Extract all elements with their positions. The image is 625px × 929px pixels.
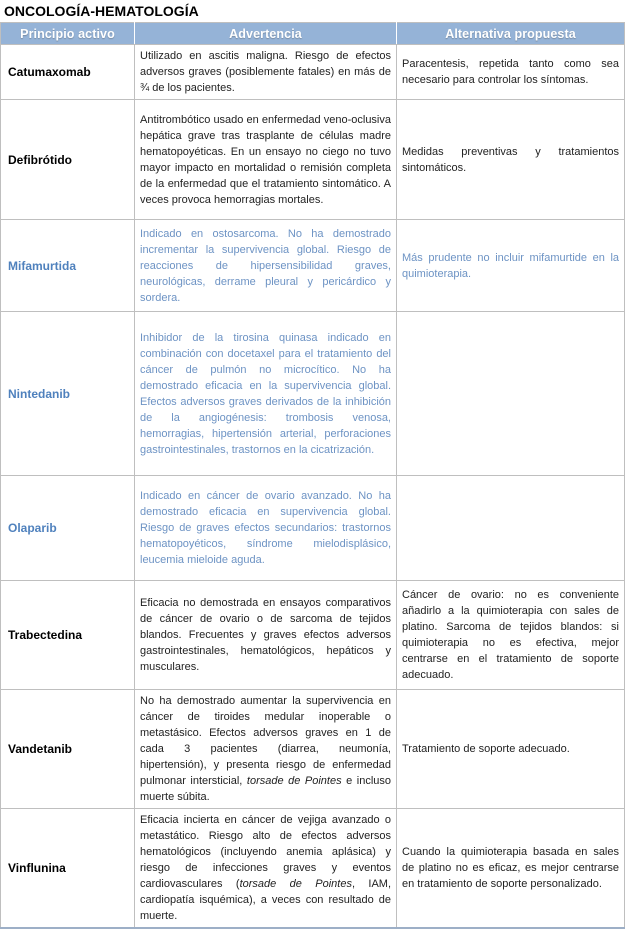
alternativa-text: Medidas preventivas y tratamientos sintomáticos.: [397, 100, 625, 220]
section-title: ONCOLOGÍA-HEMATOLOGÍA: [4, 3, 199, 19]
table-row-defibrotido: [1, 100, 625, 220]
advertencia-text: No ha demostrado aumentar la supervivencia en cáncer de tiroides medular inoperable o metastásico. Efectos adversos graves en 1 de cada 3 pacientes (diarrea, neumonía, hipertensión), y presenta riesgo de enfermedad pulmonar intersticial, torsade de Pointes e incluso muerte súbita.: [135, 690, 397, 809]
advertencia-text: Utilizado en ascitis maligna. Riesgo de efectos adversos graves (posiblemente fatales) en más de ¾ de los pacientes.: [135, 45, 397, 100]
table-row-vandetanib: [1, 690, 625, 809]
column-header-principio-activo: Principio activo: [1, 23, 135, 45]
table-row-olaparib: [1, 476, 625, 581]
alternativa-text: Cáncer de ovario: no es conveniente añadirlo a la quimioterapia con sales de platino. Sarcoma de tejidos blandos: si quimioterapia no es efectiva, mejor centrarse en el tratamiento de soporte adecuado.: [397, 581, 625, 690]
drug-name: Defibrótido: [1, 100, 135, 220]
table-row-catumaxomab: [1, 45, 625, 100]
drug-name: Nintedanib: [1, 312, 135, 476]
column-header-alternativa-propuesta: Alternativa propuesta: [397, 23, 625, 45]
drug-name: Vandetanib: [1, 690, 135, 809]
alternativa-text: Cuando la quimioterapia basada en sales de platino no es eficaz, es mejor centrarse en tratamiento de soporte personalizado.: [397, 809, 625, 929]
drug-name: Catumaxomab: [1, 45, 135, 100]
drug-name: Trabectedina: [1, 581, 135, 690]
alternativa-text: Más prudente no incluir mifamurtide en la quimioterapia.: [397, 220, 625, 312]
table-row-nintedanib: [1, 312, 625, 476]
advertencia-text: Antitrombótico usado en enfermedad veno-oclusiva hepática grave tras trasplante de células madre hematopoyéticas. En un ensayo no ciego no tuvo mayor impacto en mortalidad o remisión completa de la enfermedad que el tratamiento sintomático. A veces provoca hemorragias mortales.: [135, 100, 397, 220]
advertencia-text: Indicado en ostosarcoma. No ha demostrado incrementar la supervivencia global. Riesgo de reacciones de hipersensibilidad graves, neurológicas, derrame pleural y pericárdico y sordera.: [135, 220, 397, 312]
table-row-mifamurtida: [1, 220, 625, 312]
table-row-trabectedina: [1, 581, 625, 690]
advertencia-text: Inhibidor de la tirosina quinasa indicado en combinación con docetaxel para el tratamiento del cáncer de pulmón no microcítico. No ha demostrado eficacia en la supervivencia global. Efectos adversos graves derivados de la inhibición de la angiogénesis: trombosis venosa, hemorragias, hipertensión arterial, perforaciones gastrointestinales, trastornos en la cicatrización.: [135, 312, 397, 476]
table-row-vinflunina: [1, 809, 625, 929]
advertencia-text: Eficacia no demostrada en ensayos comparativos de cáncer de ovario o de sarcoma de tejidos blandos. Frecuentes y graves efectos adversos gastrointestinales, hematológicos, hepáticos y musculares.: [135, 581, 397, 690]
advertencia-text: Indicado en cáncer de ovario avanzado. No ha demostrado eficacia en supervivencia global. Riesgo de graves efectos secundarios: trastornos hematopoyéticos, síndrome mielodisplásico, leucemia mieloide aguda.: [135, 476, 397, 581]
drug-name: Olaparib: [1, 476, 135, 581]
alternativa-text: Tratamiento de soporte adecuado.: [397, 690, 625, 809]
alternativa-text: [397, 476, 625, 581]
advertencia-text: Eficacia incierta en cáncer de vejiga avanzado o metastático. Riesgo alto de efectos adversos hematológicos (incluyendo anemia aplásica) y riesgo de infecciones graves y eventos cardiovasculares (torsade de Pointes, IAM, cardiopatía isquémica), a veces con resultado de muerte.: [135, 809, 397, 929]
table-header-row: [1, 23, 625, 45]
drug-name: Vinflunina: [1, 809, 135, 929]
oncology-drug-table: [0, 22, 625, 929]
alternativa-text: [397, 312, 625, 476]
alternativa-text: Paracentesis, repetida tanto como sea necesario para controlar los síntomas.: [397, 45, 625, 100]
column-header-advertencia: Advertencia: [135, 23, 397, 45]
drug-name: Mifamurtida: [1, 220, 135, 312]
